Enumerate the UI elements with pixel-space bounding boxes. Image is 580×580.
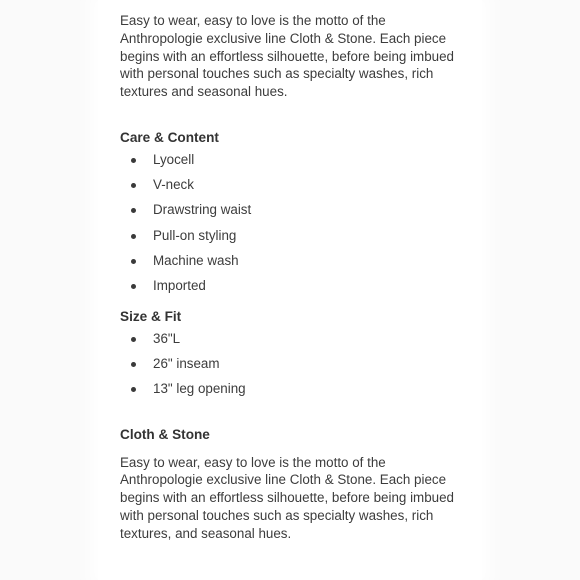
bullet-icon <box>131 234 136 239</box>
list-item: V-neck <box>120 172 465 197</box>
bullet-icon <box>131 337 136 342</box>
list-item: Machine wash <box>120 248 465 273</box>
list-item: Pull-on styling <box>120 223 465 248</box>
list-item: 36"L <box>120 326 465 351</box>
list-item: 26" inseam <box>120 351 465 376</box>
size-fit-heading: Size & Fit <box>120 309 182 325</box>
bullet-icon <box>131 284 136 289</box>
intro-paragraph: Easy to wear, easy to love is the motto of the Anthropologie exclusive line Cloth & Stone. Each piece begins with an effortless silhouette, before being imbued with personal touches such as specialty washes, rich textures and seasonal hues. <box>120 13 454 100</box>
bullet-icon <box>131 387 136 392</box>
product-description <box>120 12 465 543</box>
brand-paragraph: Easy to wear, easy to love is the motto of the Anthropologie exclusive line Cloth & Stone. Each piece begins with an effortless silhouette, before being imbued with personal touches such as specialty washes, rich textures, and seasonal hues. <box>120 454 454 541</box>
list-item: Imported <box>120 273 465 298</box>
bullet-icon <box>131 208 136 213</box>
brand-heading: Cloth & Stone <box>120 426 210 442</box>
bullet-icon <box>131 183 136 188</box>
bullet-icon <box>131 259 136 264</box>
bullet-icon <box>131 362 136 367</box>
care-content-list <box>120 147 465 298</box>
size-fit-list <box>120 326 465 402</box>
care-content-heading: Care & Content <box>120 129 219 145</box>
list-item: 13" leg opening <box>120 376 465 401</box>
list-item: Drawstring waist <box>120 197 465 222</box>
list-item: Lyocell <box>120 147 465 172</box>
bullet-icon <box>131 158 136 163</box>
